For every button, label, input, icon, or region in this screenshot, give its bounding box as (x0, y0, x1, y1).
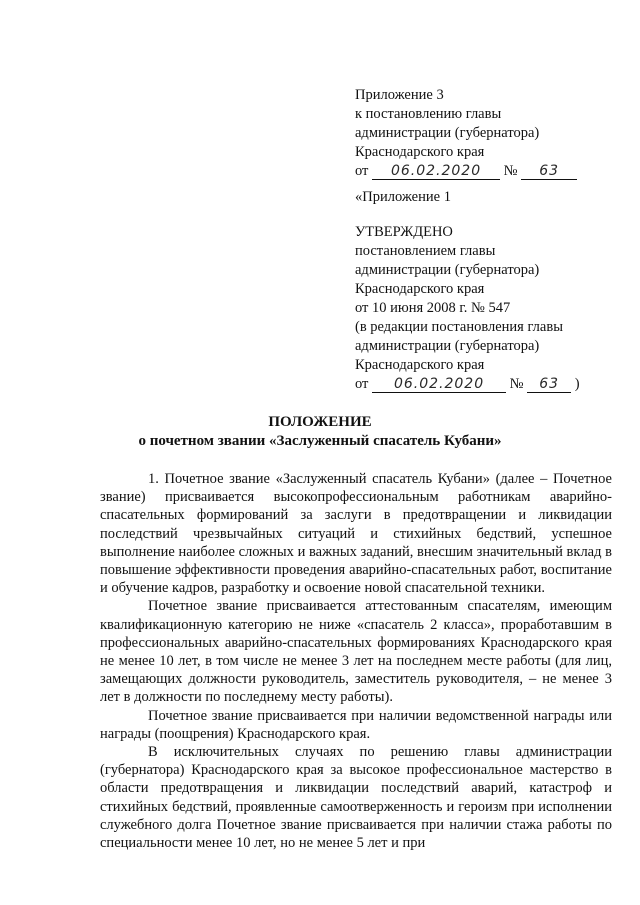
number-label: № (503, 163, 518, 179)
appendix-date-line (355, 162, 625, 181)
from-label: от (355, 163, 369, 179)
handwritten-date: 06.02.2020 (372, 376, 506, 393)
from-label: от (355, 376, 369, 392)
approved-prefix: «Приложение 1 (355, 189, 451, 205)
paragraph-3: Почетное звание присваивается при наличии ведомственной награды или награды (поощрения) Краснодарского края. (100, 707, 612, 742)
approved-line-2: администрации (губернатора) (355, 262, 540, 278)
appendix-line-4: Краснодарского края (355, 144, 485, 160)
paragraph-1: 1. Почетное звание «Заслуженный спасатель Кубани» (далее – Почетное звание) присваивается высокопрофессиональным работникам аварийно-спасательных формирований за заслуги в предотвращении и ликвидации последствий чрезвычайных ситуаций и стихийных бедствий, успешное выполнение наиболее сложных и важных заданий, внесшим значительный вклад в повышение эффективности проведения аварийно-спасательных работ, воспитание и обучение кадров, разработку и освоение новой спасательной техники. (100, 471, 612, 597)
handwritten-date: 06.02.2020 (372, 163, 500, 180)
appendix-line-1: Приложение 3 (355, 87, 444, 103)
appendix-line-2: к постановлению главы (355, 106, 502, 122)
handwritten-number: 63 (521, 163, 577, 180)
approved-line-7: Краснодарского края (355, 357, 485, 373)
approved-line-6: администрации (губернатора) (355, 338, 540, 354)
document-body (100, 470, 612, 852)
closing-paren: ) (574, 376, 580, 392)
paragraph-4: В исключительных случаях по решению главы администрации (губернатора) Краснодарского края за высокое профессиональное мастерство в области предотвращения и ликвидации последствий аварий, катастроф и стихийных бедствий, проявленные самоотверженность и героизм при исполнении служебного долга Почетное звание присваивается при наличии стажа работы по специальности менее 10 лет, но не менее 5 лет и при (100, 744, 612, 852)
approved-heading: УТВЕРЖДЕНО (355, 224, 453, 240)
document-title: ПОЛОЖЕНИЕ (268, 414, 372, 430)
paragraph-2: Почетное звание присваивается аттестованным спасателям, имеющим квалификационную категорию не ниже «спасатель 2 класса», проработавшим в профессиональных аварийно-спасательных формированиях Краснодарского края не менее 10 лет, в том числе не менее 3 лет на последнем месте работы (для лиц, замещающих должности руководитель, заместитель руководителя, – не менее 3 лет в должности по последнему месту работы). (100, 598, 612, 706)
appendix-block (355, 86, 625, 181)
approved-line-4: от 10 июня 2008 г. № 547 (355, 300, 511, 316)
document-subtitle: о почетном звании «Заслуженный спасатель Кубани» (138, 433, 502, 449)
appendix-line-3: администрации (губернатора) (355, 125, 540, 141)
approved-line-1: постановлением главы (355, 243, 496, 259)
approved-line-5: (в редакции постановления главы (355, 319, 563, 335)
handwritten-number: 63 (527, 376, 571, 393)
approved-date-line (355, 375, 625, 394)
approved-line-3: Краснодарского края (355, 281, 485, 297)
number-label: № (509, 376, 524, 392)
approved-block (355, 188, 625, 394)
